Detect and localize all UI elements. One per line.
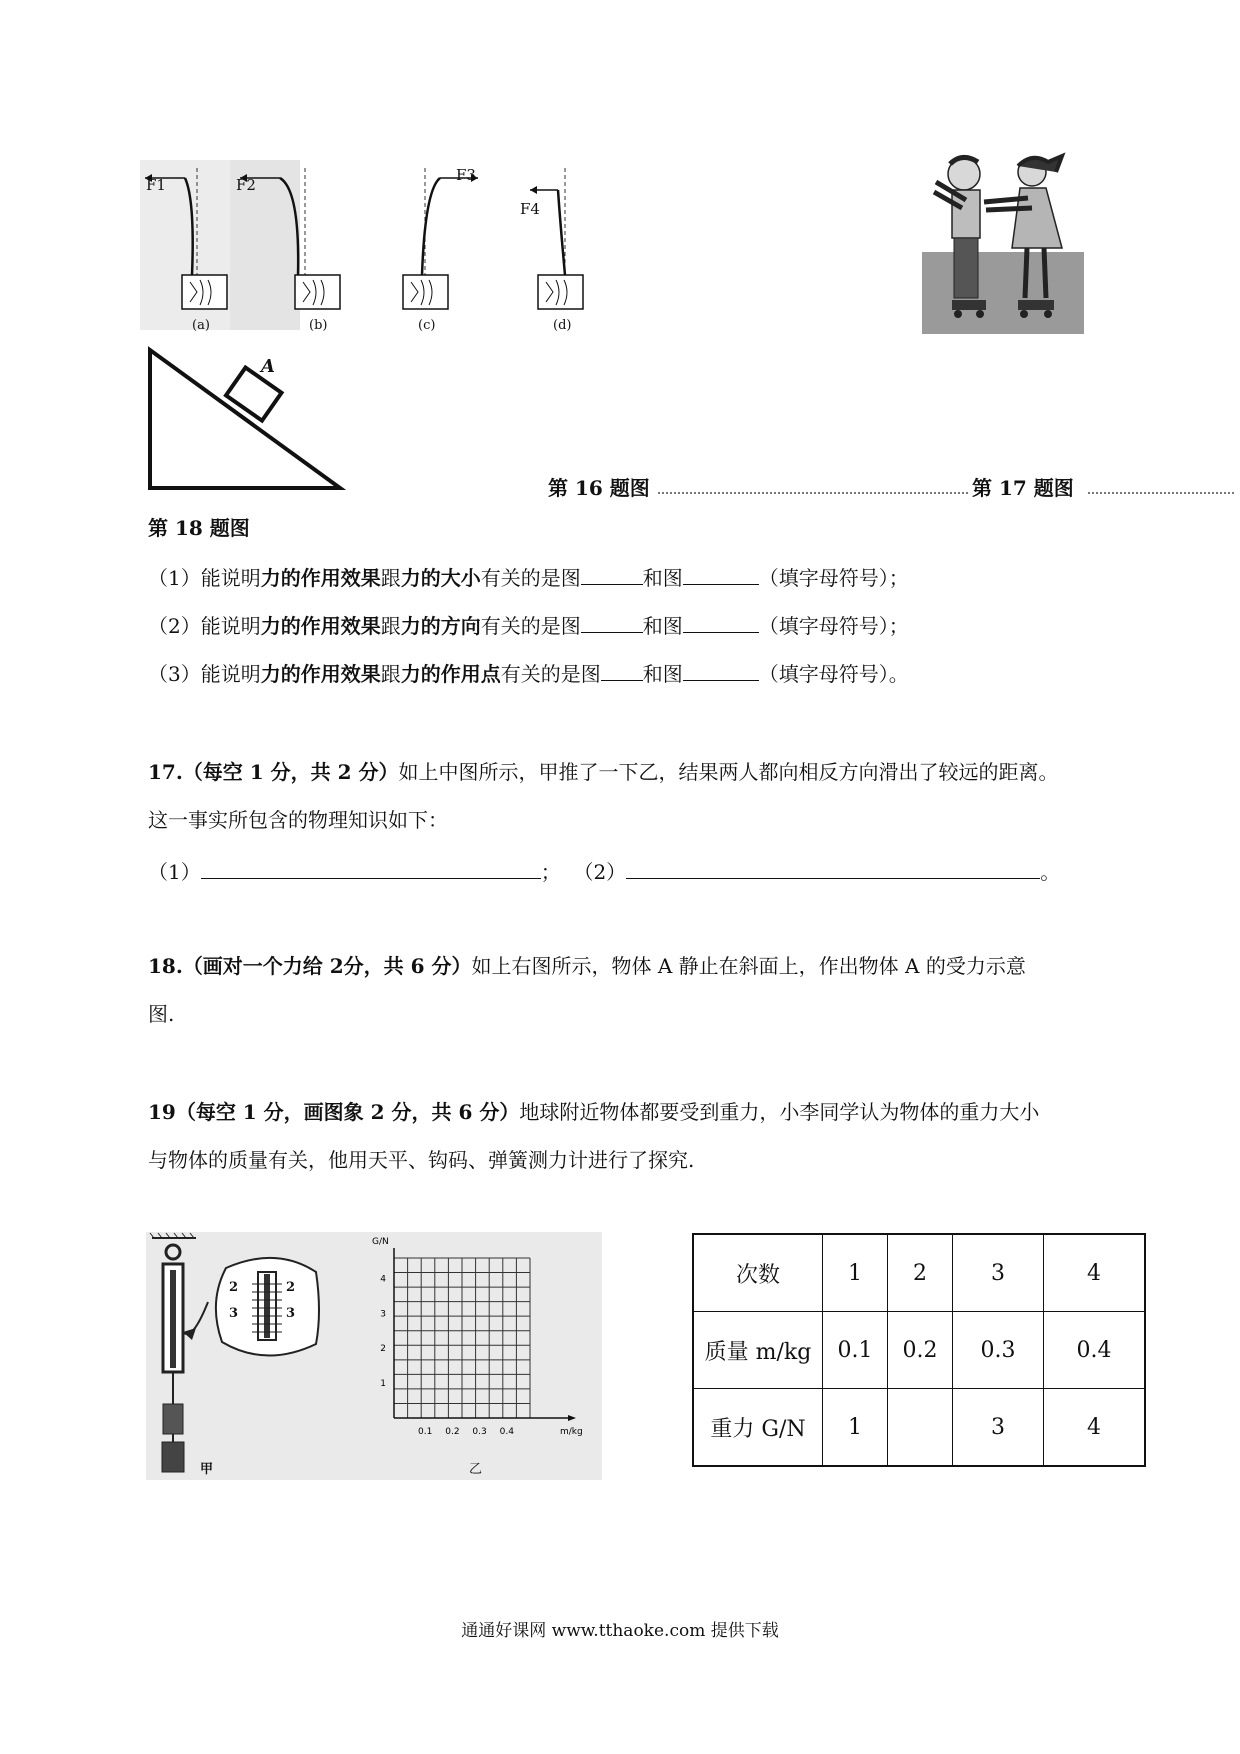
answer-blank[interactable] xyxy=(601,662,643,681)
x-tick-label: 0.2 xyxy=(445,1427,460,1437)
scale-mark-2-left: 2 xyxy=(229,1280,239,1295)
label-yi: 乙 xyxy=(469,1462,483,1477)
table-cell: 0.1 xyxy=(823,1312,888,1389)
answer-blank[interactable] xyxy=(683,566,759,585)
table-cell: 4 xyxy=(1044,1234,1146,1312)
scale-mark-3-left: 3 xyxy=(229,1306,239,1321)
caption-18: 第 18 题图 xyxy=(148,516,250,540)
table-cell: 0.4 xyxy=(1044,1312,1146,1389)
blank-graph-g-vs-m xyxy=(370,1236,600,1452)
table-row xyxy=(693,1234,1145,1312)
force-label-f3: F3 xyxy=(456,166,476,184)
x-axis-label: m/kg xyxy=(560,1427,583,1437)
figure-18-incline xyxy=(146,346,346,494)
q17-line-2: 这一事实所包含的物理知识如下： xyxy=(148,808,448,832)
block-label-a: A xyxy=(261,356,275,377)
table-cell: 1 xyxy=(823,1234,888,1312)
data-table xyxy=(692,1233,1146,1467)
q16-item-1: （1）能说明力的作用效果跟力的大小有关的是图 和图 （填字母符号）； xyxy=(148,566,909,590)
table-cell: 4 xyxy=(1044,1389,1146,1467)
x-tick-label: 0.3 xyxy=(472,1427,487,1437)
answer-blank[interactable] xyxy=(683,614,759,633)
dotted-leader-17 xyxy=(1088,492,1234,494)
force-label-f1: F1 xyxy=(146,176,166,194)
x-tick-label: 0.4 xyxy=(499,1427,514,1437)
table-cell: 3 xyxy=(953,1389,1044,1467)
panel-label-b: (b) xyxy=(309,318,328,333)
scale-mark-2-right: 2 xyxy=(286,1280,296,1295)
answer-blank[interactable] xyxy=(581,566,643,585)
table-cell: 次数 xyxy=(693,1234,823,1312)
table-row xyxy=(693,1389,1145,1467)
figure-17-skaters xyxy=(922,152,1084,334)
label-jia: 甲 xyxy=(200,1462,214,1477)
y-tick-label: 3 xyxy=(380,1309,386,1320)
figure-16 xyxy=(140,160,600,340)
table-cell: 2 xyxy=(888,1234,953,1312)
page-footer: 通通好课网 www.tthaoke.com 提供下载 xyxy=(461,1621,779,1641)
panel-label-d: (d) xyxy=(553,318,572,333)
y-tick-label: 4 xyxy=(380,1274,386,1285)
table-cell: 质量 m/kg xyxy=(693,1312,823,1389)
answer-blank[interactable] xyxy=(683,662,759,681)
answer-blank-2[interactable] xyxy=(626,860,1040,879)
panel-c xyxy=(403,168,478,309)
q16-item-3: （3）能说明力的作用效果跟力的作用点有关的是图 和图 （填字母符号）。 xyxy=(148,662,909,686)
table-cell: 3 xyxy=(953,1234,1044,1312)
y-tick-label: 2 xyxy=(380,1344,386,1355)
x-axis-arrow xyxy=(568,1415,576,1421)
caption-16: 第 16 题图 xyxy=(548,476,650,500)
q18-line-2: 图. xyxy=(148,1002,175,1026)
table-cell: 1 xyxy=(823,1389,888,1467)
spring-scale-illustration xyxy=(146,1232,346,1480)
q19-line-1: 19（每空 1 分，画图象 2 分，共 6 分）地球附近物体都要受到重力，小李同学认为物体的重力大小 xyxy=(148,1100,1040,1124)
panel-d xyxy=(530,168,583,309)
dotted-leader-16 xyxy=(658,492,968,494)
force-label-f2: F2 xyxy=(236,176,256,194)
caption-17: 第 17 题图 xyxy=(972,476,1074,500)
y-tick-label: 1 xyxy=(380,1379,386,1390)
scale-mark-3-right: 3 xyxy=(286,1306,296,1321)
table-cell: 0.2 xyxy=(888,1312,953,1389)
y-axis-label: G/N xyxy=(372,1237,389,1247)
x-tick-label: 0.1 xyxy=(418,1427,433,1437)
q17-line-1: 17.（每空 1 分，共 2 分）如上中图所示，甲推了一下乙，结果两人都向相反方向滑出了较远的距离。 xyxy=(148,760,1059,784)
panel-label-c: (c) xyxy=(418,318,436,333)
answer-blank-1[interactable] xyxy=(201,860,541,879)
force-label-f4: F4 xyxy=(520,200,540,218)
q18-line-1: 18.（画对一个力给 2分，共 6 分）如上右图所示，物体 A 静止在斜面上，作出物体 A 的受力示意 xyxy=(148,954,1026,978)
q17-line-3: （1） ； （2） 。 xyxy=(148,860,1061,884)
table-row xyxy=(693,1312,1145,1389)
panel-label-a: (a) xyxy=(192,318,210,333)
answer-blank[interactable] xyxy=(581,614,643,633)
q16-item-2: （2）能说明力的作用效果跟力的方向有关的是图 和图 （填字母符号）； xyxy=(148,614,909,638)
table-cell: 0.3 xyxy=(953,1312,1044,1389)
table-cell: 重力 G/N xyxy=(693,1389,823,1467)
q19-line-2: 与物体的质量有关，他用天平、钩码、弹簧测力计进行了探究. xyxy=(148,1148,695,1172)
table-cell-blank[interactable] xyxy=(888,1389,953,1467)
